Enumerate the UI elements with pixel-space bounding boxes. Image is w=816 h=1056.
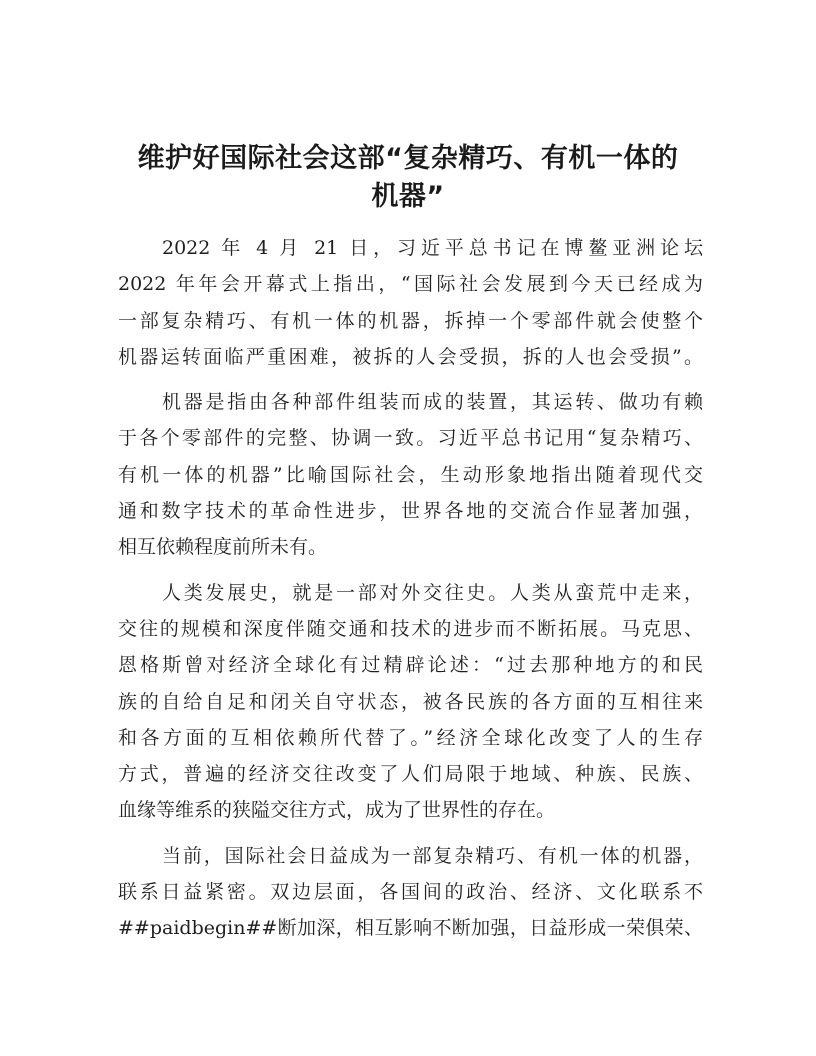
text-line: 恩格斯曾对经济全球化有过精辟论述：“过去那种地方的和民 (118, 654, 703, 677)
text-line: 交往的规模和深度伴随交通和技术的进步而不断拓展。马克思、 (118, 617, 703, 640)
text-line: 于各个零部件的完整、协调一致。习近平总书记用“复杂精巧、 (118, 427, 703, 450)
text-line: 2022 年年会开幕式上指出，“国际社会发展到今天已经成为 (118, 273, 703, 296)
text-line: 方式，普遍的经济交往改变了人们局限于地域、种族、民族、 (118, 763, 703, 786)
title-line: 机器” (371, 181, 445, 212)
text-line: 一部复杂精巧、有机一体的机器，拆掉一个零部件就会使整个 (118, 309, 703, 332)
text-line: 血缘等维系的狭隘交往方式，成为了世界性的存在。 (118, 799, 556, 822)
paragraph-1 (118, 230, 703, 375)
document-body (118, 230, 703, 956)
paragraph-2 (118, 384, 703, 565)
text-line: 和各方面的互相依赖所代替了。”经济全球化改变了人的生存 (118, 726, 703, 749)
paragraph-4 (118, 838, 703, 947)
text-line: 通和数字技术的革命性进步，世界各地的交流合作显著加强， (118, 500, 703, 523)
text-line: 机器是指由各种部件组装而成的装置，其运转、做功有赖 (162, 391, 703, 414)
text-line: 联系日益紧密。双边层面，各国间的政治、经济、文化联系不 (118, 881, 703, 904)
document-title (100, 140, 716, 216)
title-line: 维护好国际社会这部“复杂精巧、有机一体的 (137, 143, 679, 174)
text-line: 相互依赖程度前所未有。 (118, 536, 328, 559)
text-line: 人类发展史，就是一部对外交往史。人类从蛮荒中走来， (162, 581, 703, 604)
text-line: 2022 年 4 月 21 日，习近平总书记在博鳌亚洲论坛 (162, 237, 703, 259)
text-line: 机器运转面临严重困难，被拆的人会受损，拆的人也会受损”。 (118, 345, 703, 368)
paragraph-3 (118, 575, 703, 829)
text-line: 当前，国际社会日益成为一部复杂精巧、有机一体的机器， (162, 844, 703, 867)
text-line: 族的自给自足和闭关自守状态，被各民族的各方面的互相往来 (118, 690, 703, 713)
text-line: 有机一体的机器”比喻国际社会，生动形象地指出随着现代交 (118, 463, 703, 486)
text-line: ##paidbegin##断加深，相互影响不断加强，日益形成一荣俱荣、 (118, 917, 703, 940)
